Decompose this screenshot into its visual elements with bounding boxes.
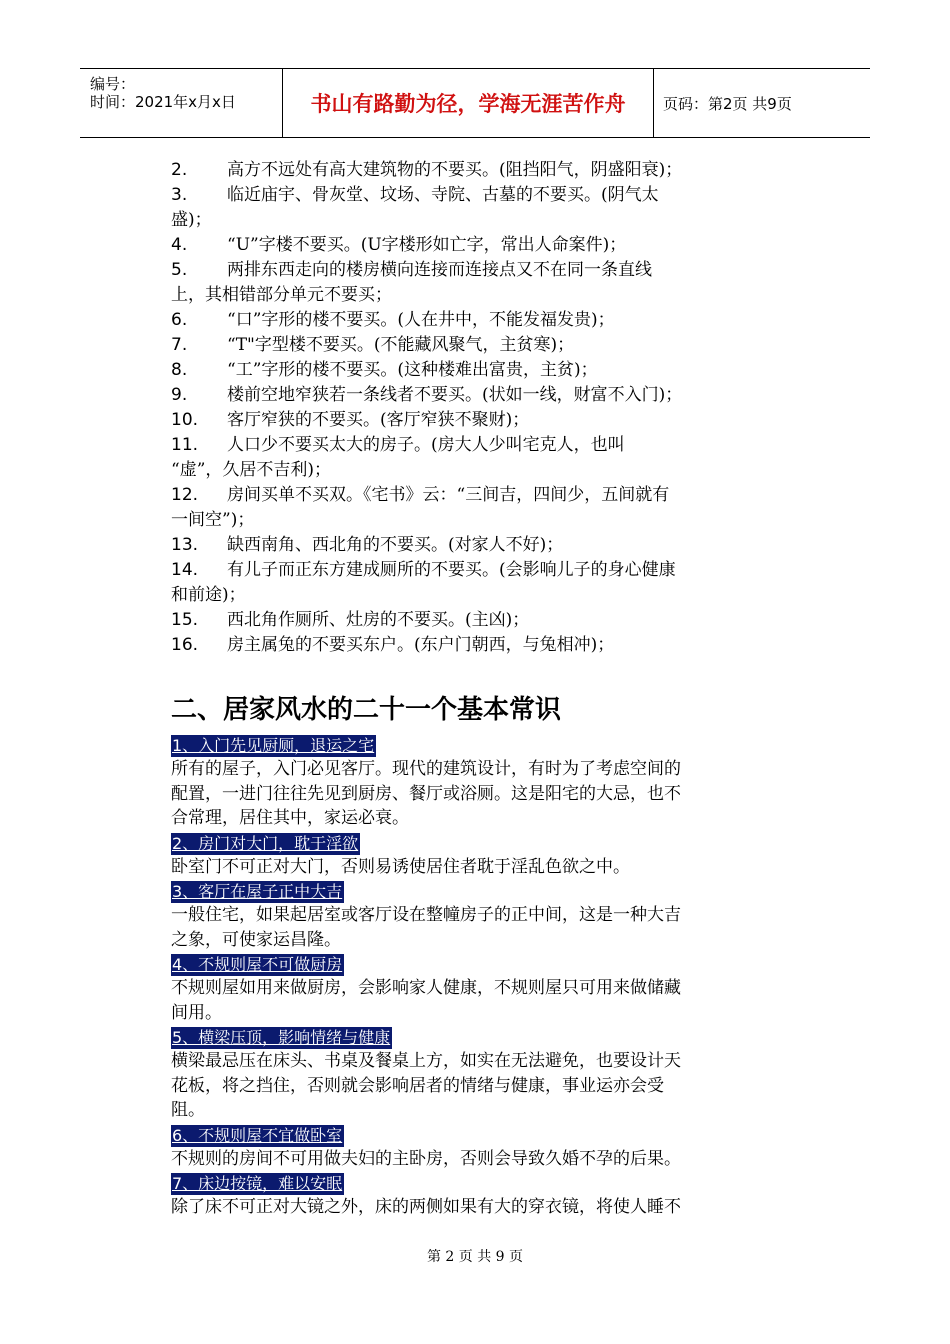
rule-item xyxy=(171,633,791,658)
rule-item xyxy=(171,233,791,258)
rule-text: 两排东西走向的楼房横向连接而连接点又不在同一条直线 xyxy=(227,260,652,280)
tip-item xyxy=(171,1171,786,1220)
rule-item xyxy=(171,408,791,433)
rule-number: 12. xyxy=(171,485,199,505)
rule-number: 8. xyxy=(171,360,188,380)
rule-number: 7. xyxy=(171,335,188,355)
rule-item xyxy=(171,483,791,508)
tip-body-line: 合常理，居住其中，家运必衰。 xyxy=(171,808,409,828)
rule-text: 房间买单不买双。《宅书》云：“三间吉，四间少，五间就有 xyxy=(227,485,670,505)
rule-item xyxy=(171,333,791,358)
rule-text: “T"字型楼不要买。(不能藏风聚气，主贫寒)； xyxy=(227,335,575,355)
tip-title: 4、不规则屋不可做厨房 xyxy=(172,955,343,974)
rule-item xyxy=(171,308,791,333)
tip-body-line: 所有的屋子，入门必见客厅。现代的建筑设计，有时为了考虑空间的 xyxy=(171,759,681,779)
tip-body-line: 卧室门不可正对大门，否则易诱使居住者耽于淫乱色欲之中。 xyxy=(171,856,630,877)
rule-continuation: 盛)； xyxy=(171,210,212,230)
rule-item xyxy=(171,433,791,458)
section-title: 二、居家风水的二十一个基本常识 xyxy=(171,695,562,725)
rules-list xyxy=(171,158,791,658)
tip-item xyxy=(171,1025,786,1123)
tip-title: 5、横梁压顶，影响情绪与健康 xyxy=(172,1028,391,1047)
rule-number: 14. xyxy=(171,560,199,580)
rule-number: 2. xyxy=(171,160,188,180)
tip-item xyxy=(171,733,786,831)
rule-text: “工”字形的楼不要买。(这种楼难出富贵，主贫)； xyxy=(227,360,598,380)
rule-continuation: 上，其相错部分单元不要买； xyxy=(171,285,392,305)
tip-item xyxy=(171,1123,786,1172)
tips-list xyxy=(171,733,786,1220)
rule-item xyxy=(171,383,791,408)
tip-body-line: 配置，一进门往往先见到厨房、餐厅或浴厕。这是阳宅的大忌，也不 xyxy=(171,783,681,804)
rule-text: “U”字楼不要买。(U字楼形如亡字，常出人命案件)； xyxy=(227,235,627,255)
header-meta xyxy=(80,69,282,137)
rule-text: “口”字形的楼不要买。(人在井中，不能发福发贵)； xyxy=(227,310,615,330)
tip-title: 3、客厅在屋子正中大吉 xyxy=(172,882,343,901)
rule-number: 9. xyxy=(171,385,188,405)
rule-text: 楼前空地窄狭若一条线者不要买。(状如一线，财富不入门)； xyxy=(227,385,683,405)
number-label: 编号： xyxy=(90,75,136,93)
tip-item xyxy=(171,831,786,880)
tip-item xyxy=(171,879,786,952)
rule-text: 房主属兔的不要买东户。(东户门朝西，与兔相冲)； xyxy=(227,635,615,655)
rule-item xyxy=(171,533,791,558)
tip-body-line: 不规则的房间不可用做夫妇的主卧房，否则会导致久婚不孕的后果。 xyxy=(171,1148,681,1169)
tip-title: 6、不规则屋不宜做卧室 xyxy=(172,1125,343,1145)
rule-number: 15. xyxy=(171,610,199,630)
rule-number: 13. xyxy=(171,535,199,555)
rule-number: 6. xyxy=(171,310,188,330)
rule-item xyxy=(171,358,791,383)
rule-text: 临近庙宇、骨灰堂、坟场、寺院、古墓的不要买。(阴气太 xyxy=(227,185,659,205)
page-footer: 第 2 页 共 9 页 xyxy=(426,1249,524,1265)
header-motto: 书山有路勤为径，学海无涯苦作舟 xyxy=(282,69,654,137)
rule-number: 16. xyxy=(171,635,199,655)
rule-number: 4. xyxy=(171,235,188,255)
rule-item xyxy=(171,608,791,633)
rule-text: 人口少不要买太大的房子。(房大人少叫宅克人，也叫 xyxy=(227,435,625,455)
page-indicator: 页码：第2页 共9页 xyxy=(663,94,792,113)
rule-text: 有儿子而正东方建成厕所的不要买。(会影响儿子的身心健康 xyxy=(227,560,676,580)
rule-number: 3. xyxy=(171,185,188,205)
tip-body-line: 间用。 xyxy=(171,1002,222,1023)
rule-continuation: 和前途)； xyxy=(171,585,246,605)
rule-item xyxy=(171,258,791,283)
tip-body-line: 一般住宅，如果起居室或客厅设在整幢房子的正中间，这是一种大吉 xyxy=(171,905,681,925)
tip-body-line: 花板，将之挡住，否则就会影响居者的情绪与健康，事业运亦会受 xyxy=(171,1075,664,1096)
tip-title: 1、入门先见厨厕，退运之宅 xyxy=(172,736,375,755)
tip-body-line: 除了床不可正对大镜之外，床的两侧如果有大的穿衣镜，将使人睡不 xyxy=(171,1197,681,1217)
rule-number: 5. xyxy=(171,260,188,280)
rule-text: 高方不远处有高大建筑物的不要买。(阻挡阳气，阴盛阳衰)； xyxy=(227,160,683,180)
rule-text: 缺西南角、西北角的不要买。(对家人不好)； xyxy=(227,535,564,555)
rule-item xyxy=(171,558,791,583)
page-header xyxy=(80,68,870,138)
rule-item xyxy=(171,158,791,183)
tip-title: 2、房门对大门，耽于淫欲 xyxy=(172,833,359,853)
rule-continuation: “虚”，久居不吉利)； xyxy=(171,460,332,480)
rule-item xyxy=(171,183,791,208)
tip-body-line: 之象，可使家运昌隆。 xyxy=(171,929,341,950)
rule-continuation: 一间空”)； xyxy=(171,510,255,530)
rule-number: 10. xyxy=(171,410,199,430)
rule-text: 客厅窄狭的不要买。(客厅窄狭不聚财)； xyxy=(227,410,530,430)
rule-text: 西北角作厕所、灶房的不要买。(主凶)； xyxy=(227,610,530,630)
tip-body-line: 阻。 xyxy=(171,1100,205,1120)
date-label: 时间：2021年x月x日 xyxy=(90,93,236,111)
tip-body-line: 不规则屋如用来做厨房，会影响家人健康，不规则屋只可用来做储藏 xyxy=(171,978,681,998)
tip-title: 7、床边按镜，难以安眠 xyxy=(172,1174,343,1193)
tip-item xyxy=(171,952,786,1025)
rule-number: 11. xyxy=(171,435,199,455)
tip-body-line: 横梁最忌压在床头、书桌及餐桌上方，如实在无法避免，也要设计天 xyxy=(171,1051,681,1071)
